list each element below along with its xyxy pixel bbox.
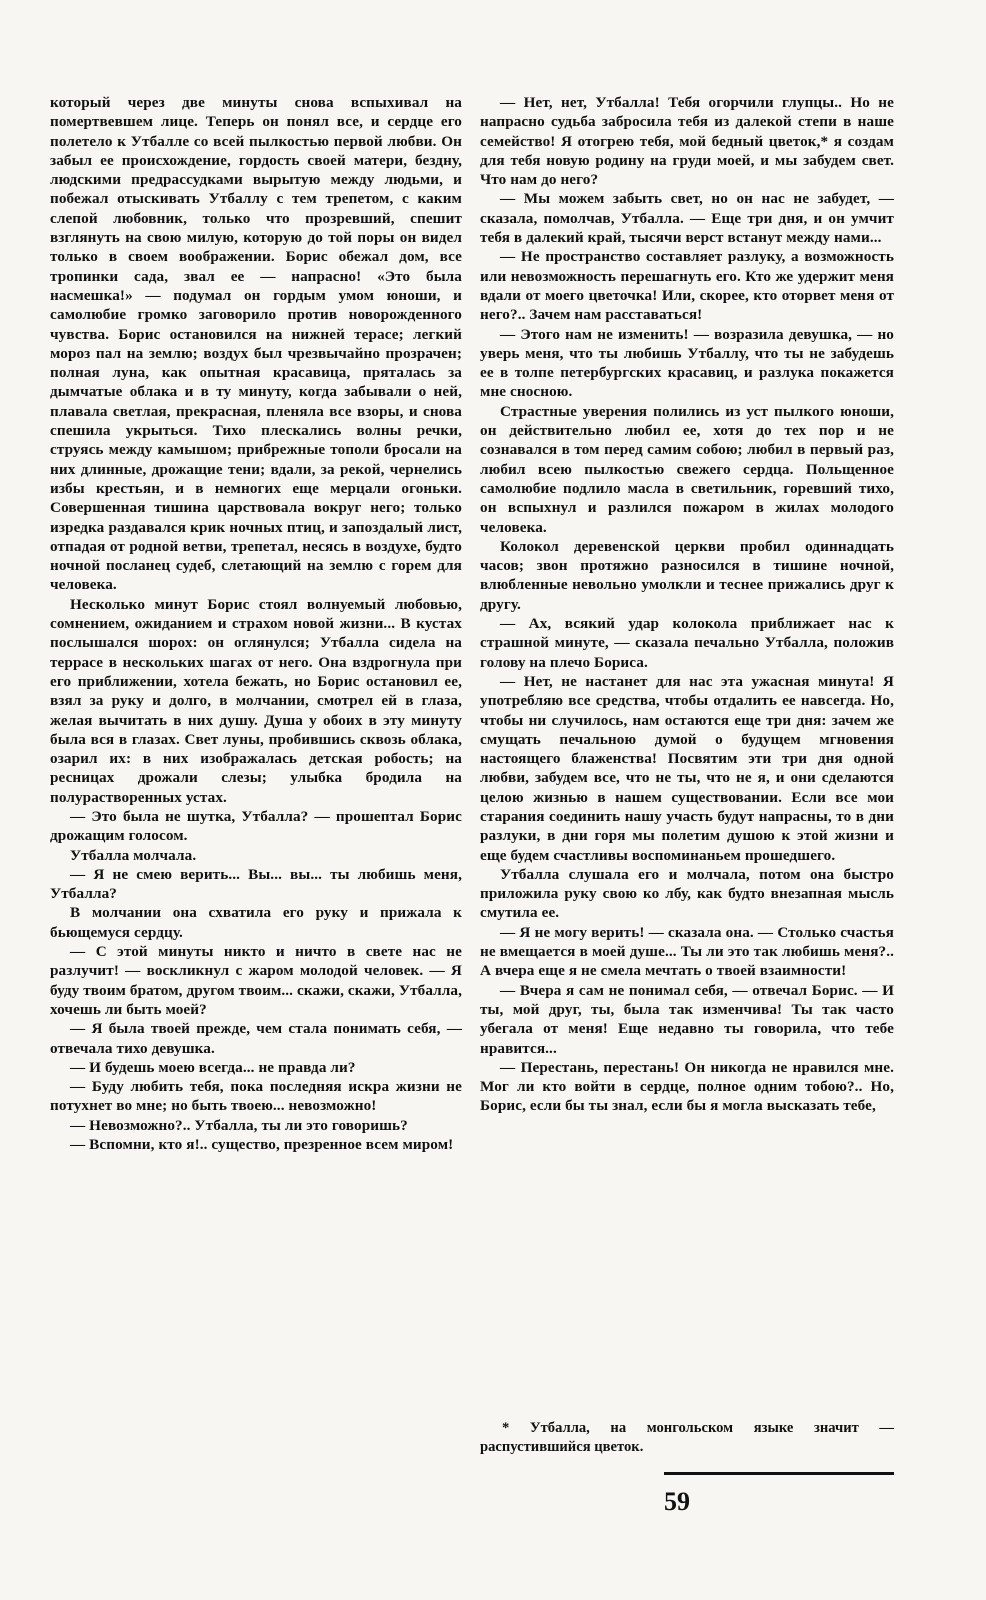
paragraph: — Нет, не настанет для нас эта ужасная минута! Я употребляю все средства, чтобы отдалить ее навсегда. Но, чтобы ни случилось, нам остаются еще три дня: зачем же смущать печальною думой о будущем мгновения настоящего блаженства! Посвятим эти три дня одной любви, забудем все, что не ты, что не я, и они сделаются целою жизнью в нашем существовании. Если все мои старания соединить нашу участь будут напрасны, то в дни разлуки, в дни горя мы полетим душою к этой жизни и еще будем счастливы воспоминаньем прошедшего. xyxy=(480,672,894,864)
page-number: 59 xyxy=(664,1487,690,1516)
paragraph: который через две минуты снова вспыхивал на помертвевшем лице. Теперь он понял все, и сердце его полетело к Утбалле со всей пылкостью первой любви. Он забыл ее происхождение, гордость своей матери, бездну, людскими предрассудками вырытую между людьми, и побежал отыскивать Утбаллу с тем трепетом, с каким слепой любовник, только что прозревший, спешит взглянуть на свою милую, которую до той поры он видел только в своем воображении. Борис обежал дом, все тропинки сада, звал ее — напрасно! «Это была насмешка!» — подумал он гордым умом юноши, и самолюбие громко заговорило против новорожденного чувства. Борис остановился на нижней терасе; легкий мороз пал на землю; воздух был чрезвычайно прозрачен; полная луна, как опытная красавица, пряталась за дымчатые облака и в ту минуту, когда забывали о ней, плавала светлая, прекрасная, пленяла все взоры, и снова спешила укрыться. Тихо плескались волны речки, струясь между камышом; прибрежные тополи бросали на них длинные, дрожащие тени; вдали, за рекой, чернелись избы крестьян, и в немногих еще мерцали огоньки. Совершенная тишина царствовала вокруг него; только изредка раздавался крик ночных птиц, и запоздалый лист, отпадая от родной ветви, трепетал, несясь в воздухе, будто ночной посланец судеб, слетающий на землю с горем для человека. xyxy=(50,94,462,594)
paragraph: В молчании она схватила его руку и прижала к бьющемуся сердцу. xyxy=(50,904,462,941)
paragraph: — Этого нам не изменить! — возразила девушка, — но уверь меня, что ты любишь Утбаллу, что ты не забудешь ее в толпе петербургских красавиц, и разлука покажется мне сносною. xyxy=(480,325,894,401)
paragraph: — Вчера я сам не понимал себя, — отвечал Борис. — И ты, мой друг, ты, была так изменчива! Ты так часто убегала от меня! Еще недавно ты говорила, что тебе нравится... xyxy=(480,981,894,1057)
paragraph: Страстные уверения полились из уст пылкого юноши, он действительно любил ее, хотя до тех пор и не сознавался в том перед самим собою; любил в первый раз, любил всею пылкостью свежего сердца. Польщенное самолюбие подлило масла в светильник, горевший тихо, он вспыхнул и разлился пожаром в жилах молодого человека. xyxy=(480,402,894,536)
paragraph: — Нет, нет, Утбалла! Тебя огорчили глупцы.. Но не напрасно судьба забросила тебя из далекой степи в наше семейство! Я отогрею тебя, мой бедный цветок,* я создам для тебя новую родину на груди моей, и мы забудем свет. Что нам до него? xyxy=(480,94,894,189)
paragraph: — Я не смею верить... Вы... вы... ты любишь меня, Утбалла? xyxy=(50,865,462,903)
paragraph: Несколько минут Борис стоял волнуемый любовью, сомнением, ожиданием и страхом новой жизни... В кустах послышался шорох: он оглянулся; Утбалла сидела на террасе в нескольких шагах от него. Она вздрогнула при его приближении, хотела бежать, но Борис остановил ее, взял за руку и долго, в молчании, смотрел ей в глаза, желая вычитать в них душу. Душа у обоих в эту минуту была вся в глазах. Свет луны, пробившись сквозь облака, озарил их: в них изображалась детская робость; на ресницах дрожали слезы; улыбка бродила на полурастворенных устах. xyxy=(50,595,462,806)
paragraph: — Это была не шутка, Утбалла? — прошептал Борис дрожащим голосом. xyxy=(50,807,462,845)
divider-rule xyxy=(664,1472,894,1475)
paragraph: Утбалла слушала его и молчала, потом она быстро приложила руку свою ко лбу, как будто внезапная мысль смутила ее. xyxy=(480,865,894,922)
paragraph: — Я не могу верить! — сказала она. — Столько счастья не вмещается в моей душе... Ты ли это так любишь меня?.. А вчера еще я не смела мечтать о твоей взаимности! xyxy=(480,923,894,980)
paragraph: — Мы можем забыть свет, но он нас не забудет, — сказала, помолчав, Утбалла. — Еще три дня, и он умчит тебя в далекий край, тысячи верст встанут между нами... xyxy=(480,190,894,247)
paragraph: — Перестань, перестань! Он никогда не нравился мне. Мог ли кто войти в сердце, полное одним тобою?.. Но, Борис, если бы ты знал, если бы я могла высказать тебе, xyxy=(480,1058,894,1115)
right-text-column xyxy=(480,93,894,1116)
paragraph: — Невозможно?.. Утбалла, ты ли это говоришь? xyxy=(70,1116,408,1134)
left-text-column xyxy=(50,93,462,1154)
paragraph: — Вспомни, кто я!.. существо, презренное всем миром! xyxy=(70,1136,454,1154)
paragraph: Утбалла молчала. xyxy=(70,846,197,864)
paragraph: — Я была твоей прежде, чем стала понимать себя, — отвечала тихо девушка. xyxy=(50,1020,462,1057)
paragraph: — Не пространство составляет разлуку, а возможность или невозможность перешагнуть его. Кто же удержит меня вдали от моего цветочка! Или, скорее, кто оторвет меня от него?.. Зачем нам расставаться! xyxy=(480,248,894,324)
paragraph: — И будешь моею всегда... не правда ли? xyxy=(70,1058,356,1076)
paragraph: — С этой минуты никто и ничто в свете нас не разлучит! — воскликнул с жаром молодой человек. — Я буду твоим братом, другом твоим... скажи, скажи, Утбалла, хочешь ли быть моей? xyxy=(50,943,462,1018)
footnote: * Утбалла, на монгольском языке значит — распустившийся цветок. xyxy=(480,1420,894,1455)
paragraph: — Ах, всякий удар колокола приближает нас к страшной минуте, — сказала печально Утбалла, положив голову на плечо Бориса. xyxy=(480,615,894,671)
paragraph: — Буду любить тебя, пока последняя искра жизни не потухнет во мне; но быть твоею... невозможно! xyxy=(50,1078,462,1115)
paragraph: Колокол деревенской церкви пробил одиннадцать часов; звон протяжно разносился в тишине ночной, влюбленные невольно умолкли и теснее прижались друг к другу. xyxy=(480,537,894,613)
